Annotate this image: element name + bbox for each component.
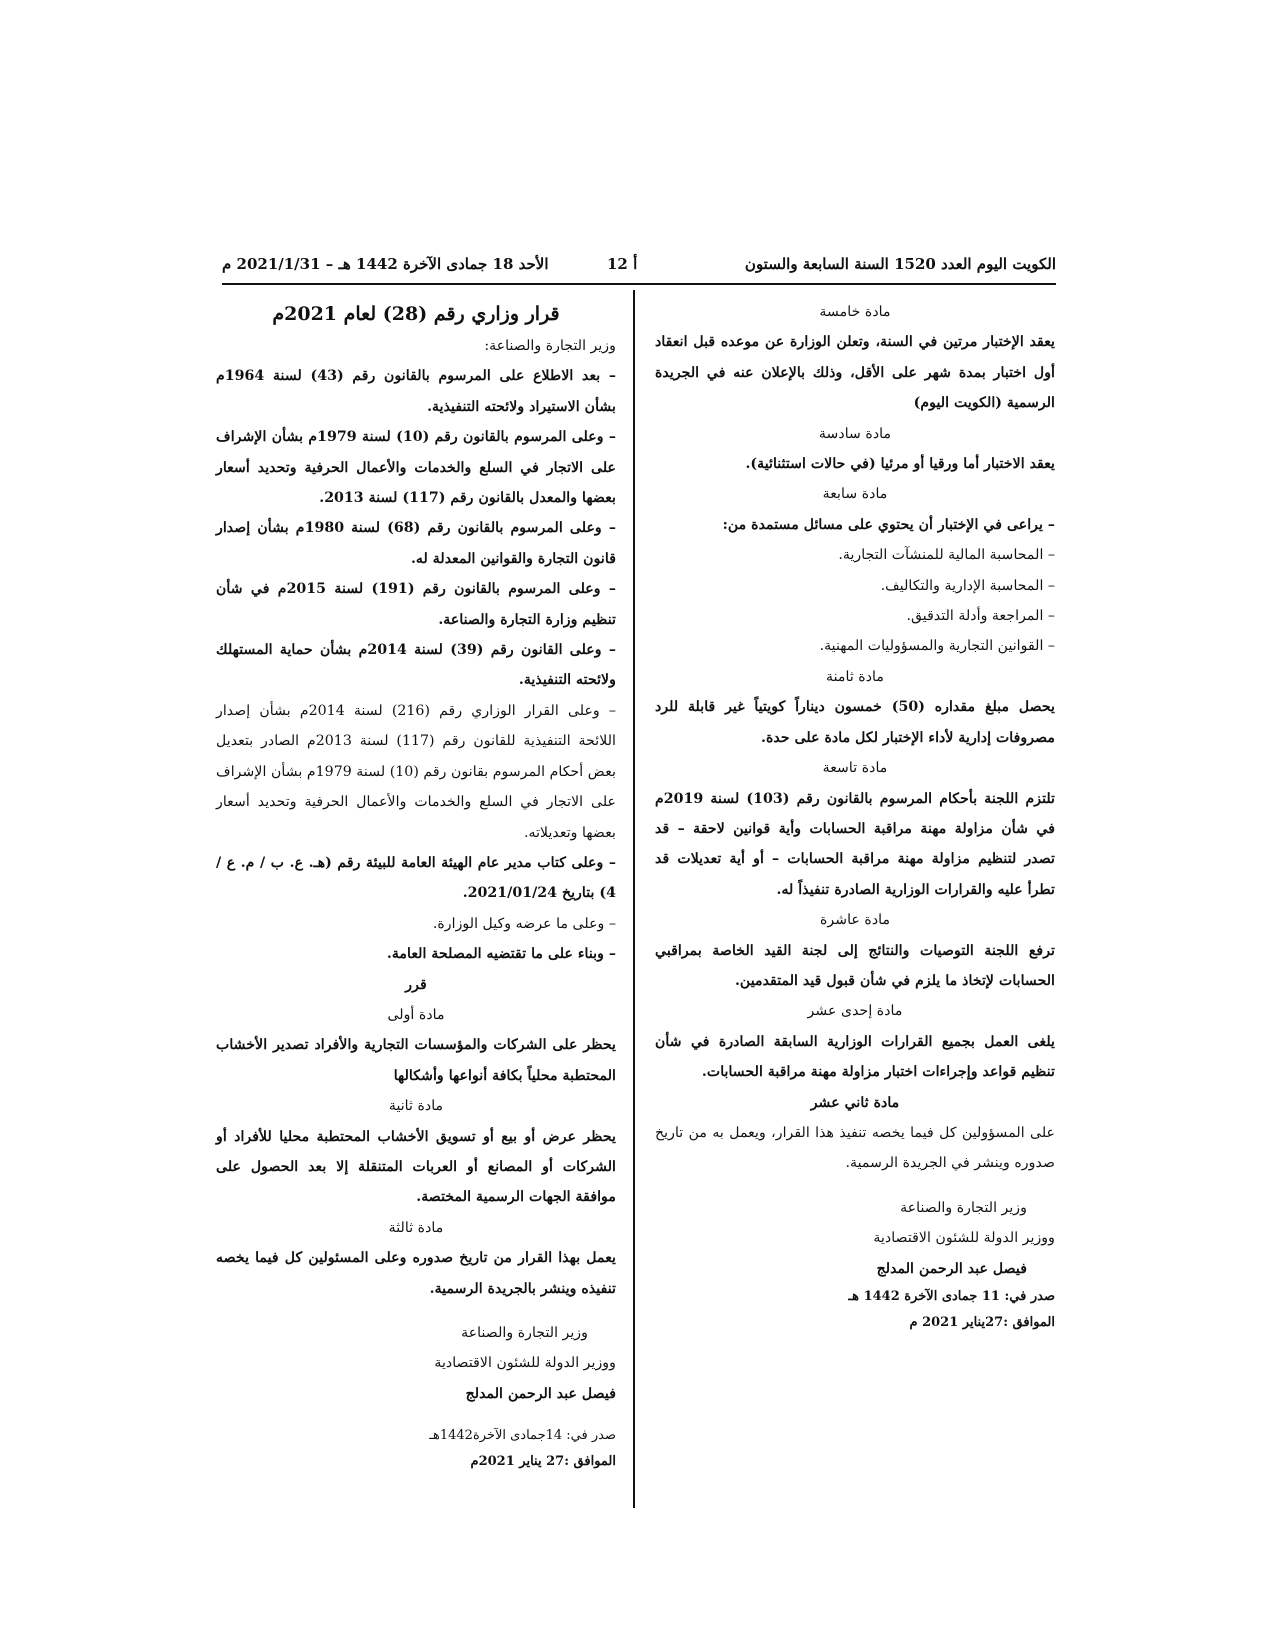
- left-column: [216, 297, 616, 1475]
- right-column: [655, 297, 1055, 1336]
- signatory-name: فيصل عبد الرحمن المدلج: [465, 1385, 616, 1402]
- recital: – وعلى ما عرضه وكيل الوزارة.: [432, 915, 616, 932]
- article-11-title: مادة إحدى عشر: [807, 1003, 903, 1020]
- article-5-title: مادة خامسة: [819, 304, 891, 320]
- article-8-title: مادة ثامنة: [826, 668, 884, 685]
- decided-heading: قرر: [405, 976, 427, 993]
- article-7-title: مادة سابعة: [822, 486, 888, 503]
- header-divider: [222, 283, 1056, 285]
- corresponding-date: الموافق :27 يناير 2021م: [470, 1454, 616, 1470]
- article-7-item: – المحاسبة الإدارية والتكاليف.: [880, 577, 1055, 594]
- signatory-name: فيصل عبد الرحمن المدلج: [876, 1260, 1027, 1277]
- signature-title: وزير التجارة والصناعة: [900, 1199, 1027, 1216]
- article-6-title: مادة سادسة: [818, 425, 892, 442]
- decision-title: قرار وزاري رقم (28) لعام 2021م: [272, 303, 560, 325]
- column-divider: [633, 290, 635, 1508]
- recital: – وعلى المرسوم بالقانون رقم (68) لسنة 1980م بشأن إصدار قانون التجارة والقوانين المعدلة له.: [216, 520, 616, 567]
- header-issue-info: الكويت اليوم العدد 1520 السنة السابعة والستون: [744, 255, 1056, 273]
- recital: – بعد الاطلاع على المرسوم بالقانون رقم (43) لسنة 1964م بشأن الاستيراد ولائحته التنفيذية.: [216, 368, 616, 415]
- recital: – وعلى المرسوم بالقانون رقم (10) لسنة 1979م بشأن الإشراف على الاتجار في السلع والخدمات والأعمال الحرفية وتحديد أسعار بعضها والمعدل بالقانون رقم (117) لسنة 2013.: [216, 429, 616, 507]
- page-header: [222, 255, 1056, 281]
- issued-date: صدر في: 14جمادى الآخرة1442هـ: [429, 1428, 616, 1444]
- issued-date: صدر في: 11 جمادى الآخرة 1442 هـ: [848, 1289, 1055, 1304]
- article-3-text: يعمل بهذا القرار من تاريخ صدوره وعلى المسئولين كل فيما يخصه تنفيذه وينشر بالجريدة الرسمية.: [216, 1250, 616, 1297]
- article-1-title: مادة أولى: [387, 1006, 445, 1023]
- article-7-intro: – يراعى في الإختبار أن يحتوي على مسائل مستمدة من:: [722, 516, 1055, 533]
- article-7-item: – القوانين التجارية والمسؤوليات المهنية.: [819, 638, 1055, 655]
- article-9-title: مادة تاسعة: [822, 760, 888, 777]
- article-2-title: مادة ثانية: [388, 1098, 444, 1115]
- recital: – وعلى المرسوم بالقانون رقم (191) لسنة 2015م في شأن تنظيم وزارة التجارة والصناعة.: [216, 581, 616, 628]
- article-1-text: يحظر على الشركات والمؤسسات التجارية والأفراد تصدير الأخشاب المحتطبة محلياً بكافة أنواعها وأشكالها: [216, 1037, 616, 1084]
- article-7-item: – المحاسبة المالية للمنشآت التجارية.: [838, 547, 1055, 564]
- article-12-title: مادة ثاني عشر: [810, 1094, 900, 1111]
- recital: – وعلى القرار الوزاري رقم (216) لسنة 2014م بشأن إصدار اللائحة التنفيذية للقانون رقم (117) لسنة 2013م الصادر بتعديل بعض أحكام المرسوم بقانون رقم (10) لسنة 1979م بشأن الإشراف على الاتجار في السلع والخدمات والأعمال الحرفية وتحديد أسعار بعضها وتعديلاته.: [216, 702, 616, 841]
- header-date: الأحد 18 جمادى الآخرة 1442 هـ – 2021/1/31 م: [222, 255, 549, 273]
- article-10-title: مادة عاشرة: [819, 912, 891, 929]
- article-6-text: يعقد الاختبار أما ورقيا أو مرئيا (في حالات استثنائية).: [745, 456, 1055, 473]
- article-10-text: ترفع اللجنة التوصيات والنتائج إلى لجنة القيد الخاصة بمراقبي الحسابات لإتخاذ ما يلزم في شأن قبول قيد المتقدمين.: [655, 942, 1055, 989]
- article-3-title: مادة ثالثة: [388, 1219, 444, 1236]
- article-2-text: يحظر عرض أو بيع أو تسويق الأخشاب المحتطبة محليا للأفراد أو الشركات أو المصانع أو العربات المتنقلة إلا بعد الحصول على موافقة الجهات الرسمية المختصة.: [216, 1128, 616, 1206]
- article-9-text: تلتزم اللجنة بأحكام المرسوم بالقانون رقم (103) لسنة 2019م في شأن مزاولة مهنة مراقبة الحسابات وأية قوانين لاحقة – قد تصدر لتنظيم مزاولة مهنة مراقبة الحسابات – أو أية تعديلات قد تطرأ عليه والقرارات الوزارية الصادرة تنفيذاً له.: [655, 790, 1055, 898]
- signature-title-2: ووزير الدولة للشئون الاقتصادية: [434, 1355, 616, 1372]
- signature-title-2: ووزير الدولة للشئون الاقتصادية: [873, 1230, 1055, 1247]
- article-5-text: يعقد الإختبار مرتين في السنة، وتعلن الوزارة عن موعده قبل انعقاد أول اختبار بمدة شهر على الأقل، وذلك بالإعلان عنه في الجريدة الرسمية (الكويت اليوم): [655, 334, 1055, 412]
- article-8-text: يحصل مبلغ مقداره (50) خمسون ديناراً كويتياً غير قابلة للرد مصروفات إدارية لأداء الإختبار لكل مادة على حدة.: [655, 699, 1056, 746]
- article-11-text: يلغى العمل بجميع القرارات الوزارية السابقة الصادرة في شأن تنظيم قواعد وإجراءات اختبار مزاولة مهنة مراقبة الحسابات.: [655, 1033, 1055, 1081]
- signature-title: وزير التجارة والصناعة: [461, 1325, 588, 1341]
- recital: – وبناء على ما تقتضيه المصلحة العامة.: [386, 946, 616, 963]
- article-7-item: – المراجعة وأدلة التدقيق.: [906, 608, 1055, 625]
- recital: – وعلى القانون رقم (39) لسنة 2014م بشأن حماية المستهلك ولائحته التنفيذية.: [216, 642, 616, 689]
- article-12-text: على المسؤولين كل فيما يخصه تنفيذ هذا القرار، ويعمل به من تاريخ صدوره وينشر في الجريدة الرسمية.: [655, 1124, 1055, 1172]
- corresponding-date: الموافق :27يناير 2021 م: [909, 1315, 1055, 1330]
- recital: – وعلى كتاب مدير عام الهيئة العامة للبيئة رقم (هـ. ع. ب / م. ع / 4) بتاريخ 2021/01/24.: [216, 854, 616, 902]
- header-page-number: أ 12: [607, 255, 638, 273]
- minister-heading: وزير التجارة والصناعة:: [484, 338, 616, 354]
